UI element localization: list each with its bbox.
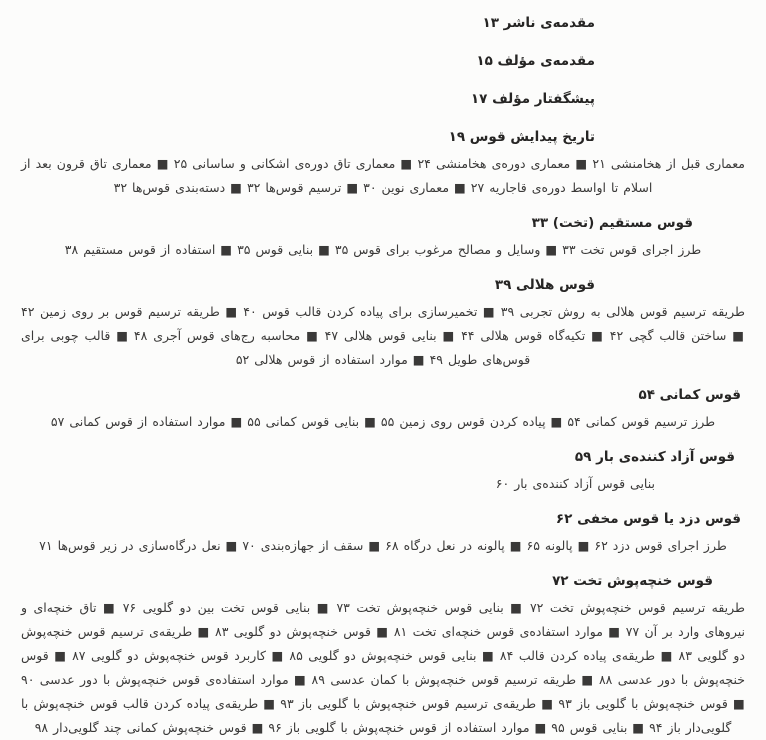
toc-entry: [21, 512, 745, 558]
toc-entry-title: قوس خنچه‌پوش تخت ۷۲: [552, 573, 713, 589]
toc-entry: [21, 54, 745, 69]
toc-entry-title: قوس کمانی ۵۴: [638, 387, 741, 403]
toc-entry-title: مقدمه‌ی ناشر ۱۳: [482, 15, 595, 31]
toc-entry-title: قوس آزاد کننده‌ی بار ۵۹: [574, 449, 735, 465]
toc-entry-title: تاریخ پیدایش قوس ۱۹: [448, 129, 595, 145]
toc-entry-body: طریقه ترسیم قوس هلالی به روش تجربی ۳۹ ■ تخمیرسازی برای پیاده کردن قالب قوس ۴۰ ■ طریقه ترسیم قوس بر روی زمین ۴۲ ■ ساختن قالب گچی ۴۲ ■ تکیه‌گاه قوس هلالی ۴۴ ■ بنایی قوس هلالی ۴۷ ■ محاسبه رج‌های قوس آجری ۴۸ ■ قالب چوبی برای قوس‌های طویل ۴۹ ■ موارد استفاده از قوس هلالی ۵۲: [21, 304, 745, 367]
toc-entry-title: پیشگفتار مؤلف ۱۷: [470, 91, 595, 107]
toc-entry-body: طریقه ترسیم قوس خنچه‌پوش تخت ۷۲ ■ بنایی قوس خنچه‌پوش تخت ۷۳ ■ بنایی قوس تخت بین دو گلویی ۷۶ ■ تاق خنچه‌ای و نیروهای وارد بر آن ۷۷ ■ موارد استفاده‌ی قوس خنچه‌ای تخت ۸۱ ■ قوس خنچه‌پوش دو گلویی ۸۳ ■ طریقه‌ی ترسیم قوس خنچه‌پوش دو گلویی ۸۳ ■ طریقه‌ی پیاده کردن قالب ۸۴ ■ بنایی قوس خنچه‌پوش دو گلویی ۸۵ ■ کاربرد قوس خنچه‌پوش دو گلویی ۸۷ ■ قوس خنچه‌پوش با دور عدسی ۸۸ ■ طریقه ترسیم قوس خنچه‌پوش با کمان عدسی ۸۹ ■ موارد استفاده‌ی قوس خنچه‌پوش با دور عدسی ۹۰ ■ قوس خنچه‌پوش با گلویی باز ۹۳ ■ طریقه‌ی ترسیم قوس خنچه‌پوش با گلویی باز ۹۳ ■ طریقه‌ی پیاده کردن قالب قوس خنچه‌پوش با گلویی‌دار باز ۹۴ ■ بنایی قوس ۹۵ ■ موارد استفاده از قوس خنچه‌پوش با گلویی باز ۹۶ ■ قوس خنچه‌پوش کمانی چند گلویی‌دار ۹۸: [21, 600, 746, 735]
toc-entry: [21, 278, 745, 372]
toc-entry-title: قوس هلالی ۳۹: [494, 277, 595, 293]
toc-entry-body: بنایی قوس آزاد کننده‌ی بار ۶۰: [495, 476, 655, 491]
toc-entry: [21, 92, 745, 107]
toc-entry-body: معماری قبل از هخامنشی ۲۱ ■ معماری دوره‌ی هخامنشی ۲۴ ■ معماری تاق دوره‌ی اشکانی و ساسانی ۲۵ ■ معماری تاق قرون بعد از اسلام تا اواسط دوره‌ی قاجاریه ۲۷ ■ معماری نوین ۳۰ ■ ترسیم قوس‌ها ۳۲ ■ دسته‌بندی قوس‌ها ۳۲: [21, 156, 745, 195]
toc-entry-body: طرز اجرای قوس تخت ۳۳ ■ وسایل و مصالح مرغوب برای قوس ۳۵ ■ بنایی قوس ۳۵ ■ استفاده از قوس مستقیم ۳۸: [64, 242, 702, 257]
toc-entry: [21, 388, 745, 434]
toc-entry: [21, 574, 745, 740]
toc-entry: [21, 16, 745, 31]
toc-entry: [21, 216, 745, 262]
toc-entry: [21, 450, 745, 496]
toc-entry-title: قوس دزد یا قوس مخفی ۶۲: [555, 511, 741, 527]
toc-entry-title: مقدمه‌ی مؤلف ۱۵: [476, 53, 595, 69]
toc-entry-body: طرز اجرای قوس دزد ۶۲ ■ پالونه ۶۵ ■ پالونه در نعل درگاه ۶۸ ■ سقف از جهازه‌بندی ۷۰ ■ نعل درگاه‌سازی در زیر قوس‌ها ۷۱: [39, 538, 727, 553]
toc-entry-title: قوس مستقیم (تخت) ۳۳: [531, 215, 693, 231]
toc-entry-body: طرز ترسیم قوس کمانی ۵۴ ■ پیاده کردن قوس روی زمین ۵۵ ■ بنایی قوس کمانی ۵۵ ■ موارد استفاده از قوس کمانی ۵۷: [50, 414, 716, 429]
toc-entry: [21, 130, 745, 200]
